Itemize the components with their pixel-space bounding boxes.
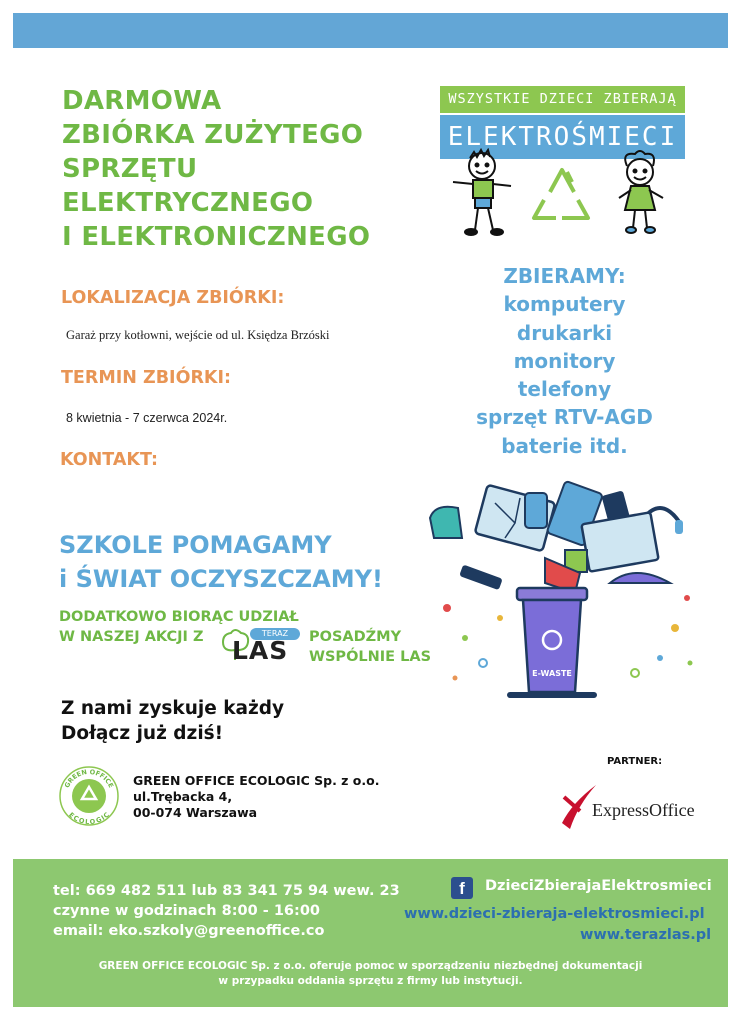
list-item: telefony <box>517 377 612 402</box>
facebook-page-link[interactable]: DzieciZbierajaElektrosmieci <box>485 878 712 894</box>
trash-bin-icon <box>507 588 597 698</box>
location-value: Garaż przy kotłowni, wejście od ul. Księdza Brzóski <box>66 328 330 342</box>
main-title <box>62 84 432 254</box>
company-address <box>133 773 379 821</box>
boy-figure-icon <box>453 150 511 235</box>
contact-phone: tel: 669 482 511 lub 83 341 75 94 wew. 23 <box>53 883 400 899</box>
teraz-las-badge: TERAZ <box>250 628 300 640</box>
website-link-elektrosmieci[interactable]: www.dzieci-zbieraja-elektrosmieci.pl <box>404 906 705 922</box>
extra-info-line: W NASZEJ AKCJI Z <box>59 629 204 645</box>
partner-logo-text: ExpressOffice <box>592 800 695 820</box>
seal-top-text: GREEN OFFICE <box>62 767 116 790</box>
title-line: ELEKTRYCZNEGO <box>62 188 314 218</box>
collect-heading: ZBIERAMY: <box>503 264 626 288</box>
company-line: GREEN OFFICE ECOLOGIC Sp. z o.o. <box>133 773 380 788</box>
contact-email[interactable]: email: eko.szkoly@greenoffice.co <box>53 923 325 939</box>
extra-info-line: POSADŹMY <box>309 629 402 645</box>
logo-kids-illustration <box>445 148 685 243</box>
facebook-icon: f <box>451 877 473 899</box>
top-banner-bar <box>13 13 728 48</box>
term-value: 8 kwietnia - 7 czerwca 2024r. <box>66 411 228 425</box>
green-office-ecologic-seal <box>58 765 120 827</box>
extra-info-line: DODATKOWO BIORĄC UDZIAŁ <box>59 609 299 625</box>
title-line: ZBIÓRKA ZUŻYTEGO <box>62 120 364 150</box>
title-line: I ELEKTRONICZNEGO <box>62 222 371 252</box>
battery-icon <box>459 565 503 591</box>
contact-heading: KONTAKT: <box>60 450 158 470</box>
list-item: sprzęt RTV-AGD <box>476 405 653 430</box>
e-waste-illustration <box>425 478 705 706</box>
e-waste-label: E-WASTE <box>532 669 572 678</box>
location-heading: LOKALIZACJA ZBIÓRKI: <box>61 288 285 308</box>
footer-note <box>13 959 728 989</box>
logo-tagline: WSZYSTKIE DZIECI ZBIERAJĄ <box>440 86 685 113</box>
list-item: drukarki <box>516 320 613 345</box>
iron-icon <box>610 573 670 583</box>
slogan <box>59 528 383 596</box>
contact-hours: czynne w godzinach 8:00 - 16:00 <box>53 903 320 919</box>
recycle-symbol-icon <box>534 170 588 218</box>
title-line: DARMOWA <box>62 86 222 116</box>
title-line: SPRZĘTU <box>62 154 198 184</box>
join-line: Dołącz już dziś! <box>61 723 224 744</box>
list-item: komputery <box>503 292 626 317</box>
company-line: 00-074 Warszawa <box>133 805 258 820</box>
footer-note-line: GREEN OFFICE ECOLOGIC Sp. z o.o. oferuje pomoc w sporządzeniu niezbędnej dokumentacji <box>98 960 643 972</box>
seal-bottom-text: ECOLOGIC <box>67 810 111 827</box>
website-link-terazlas[interactable]: www.terazlas.pl <box>580 927 712 943</box>
slogan-line: i ŚWIAT OCZYSZCZAMY! <box>59 565 383 593</box>
logo-wordmark: ELEKTROŚMIECI <box>440 115 685 159</box>
partner-heading: PARTNER: <box>607 756 663 767</box>
spray-bottle-icon <box>525 493 547 528</box>
list-item: monitory <box>513 348 616 373</box>
girl-figure-icon <box>619 151 663 233</box>
collected-items-list <box>452 262 677 460</box>
term-heading: TERMIN ZBIÓRKI: <box>61 368 231 388</box>
footer-contact <box>53 881 400 941</box>
footer-note-line: w przypadku oddania sprzętu z firmy lub instytucji. <box>218 975 523 987</box>
kettle-icon <box>430 507 462 538</box>
extra-info-line: WSPÓLNIE LAS <box>309 649 432 665</box>
company-line: ul.Trębacka 4, <box>133 789 233 804</box>
teraz-las-logo: LAS <box>232 636 289 665</box>
list-item: baterie itd. <box>501 433 628 458</box>
monitor-icon <box>581 512 658 571</box>
join-message <box>61 696 284 746</box>
join-line: Z nami zyskuje każdy <box>61 698 285 719</box>
slogan-line: SZKOLE POMAGAMY <box>59 531 332 559</box>
